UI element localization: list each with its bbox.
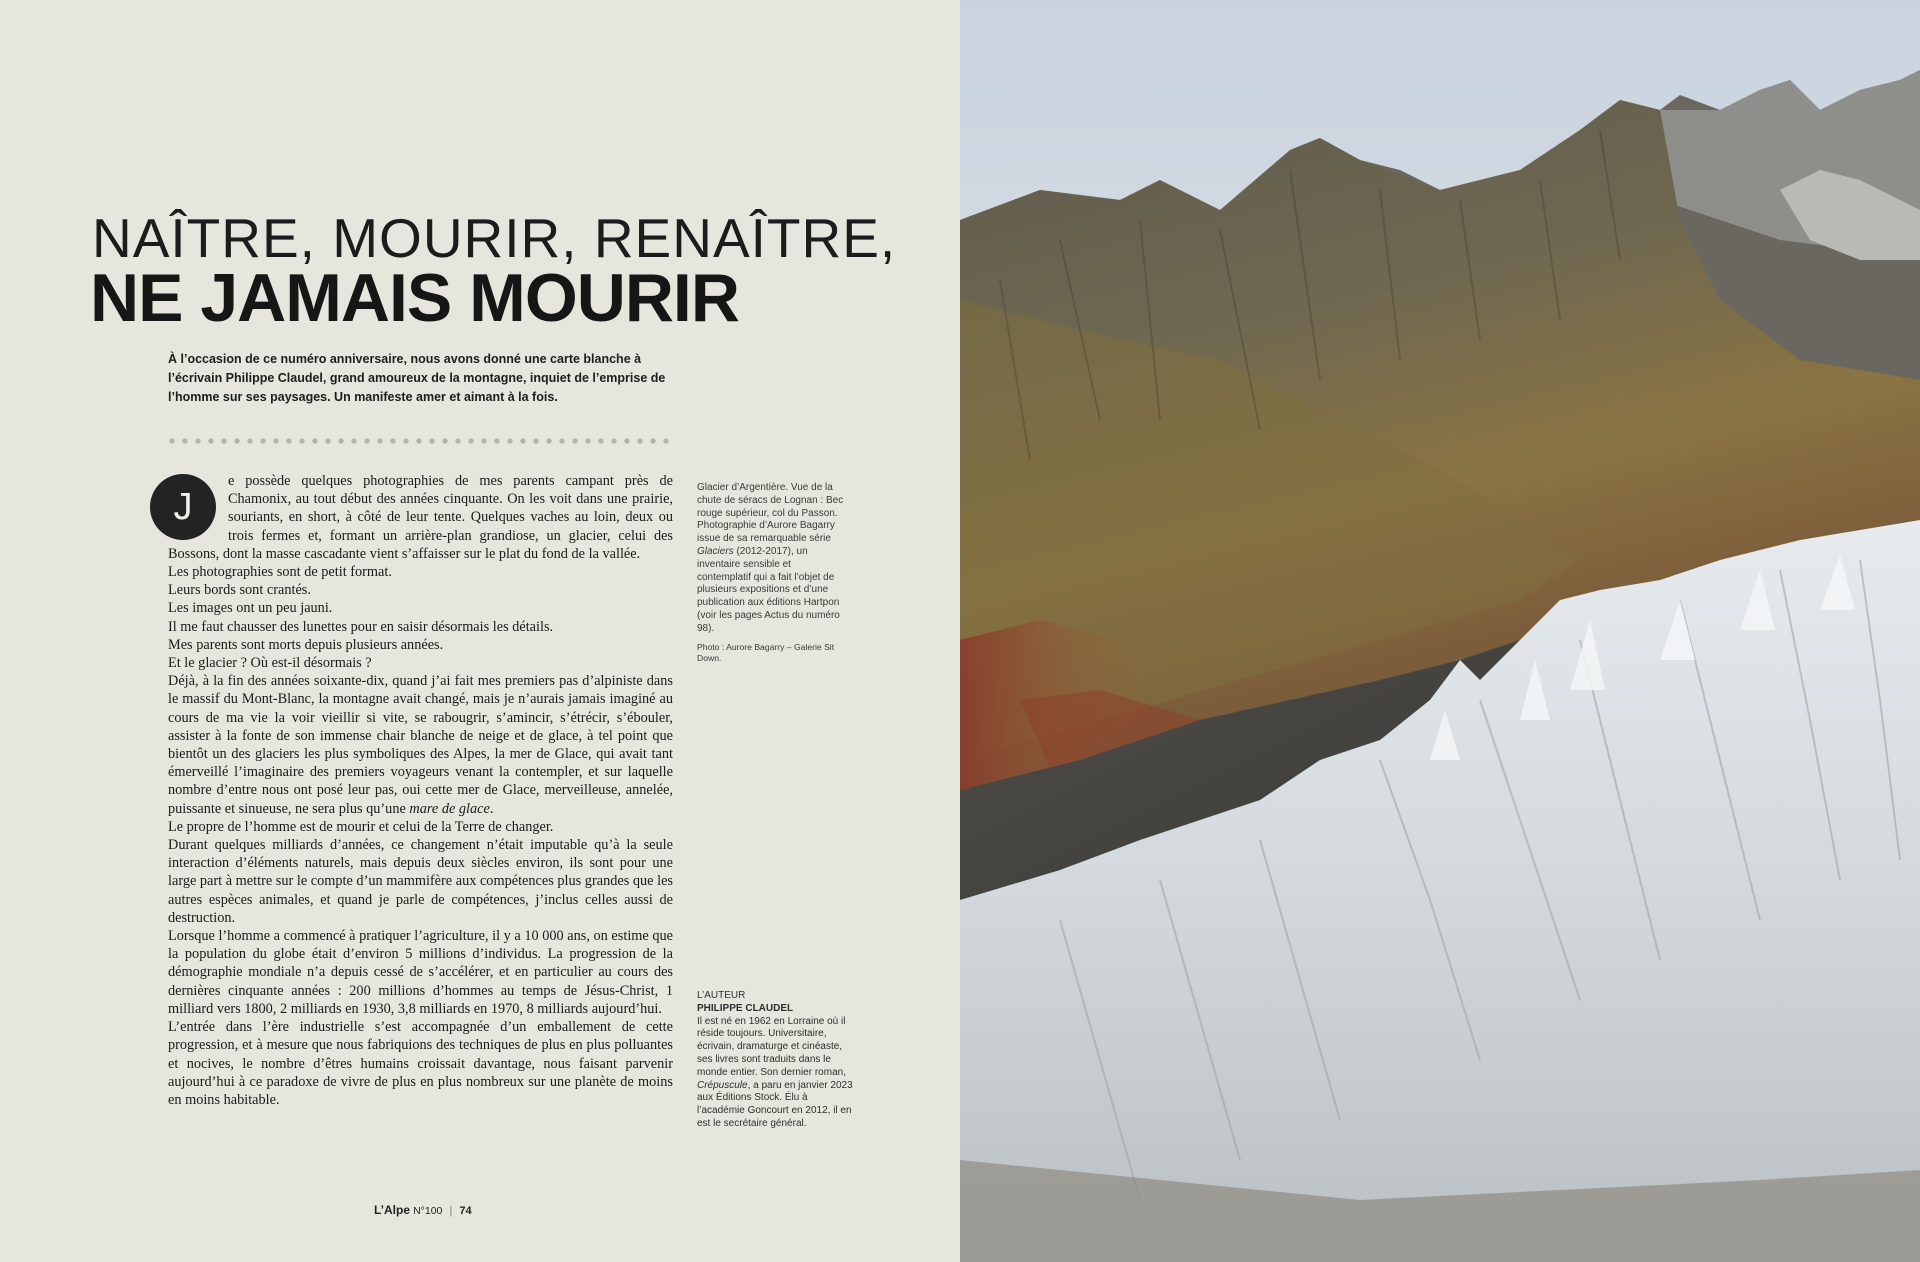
author-label: L’AUTEUR — [697, 990, 746, 1001]
body-paragraph: Leurs bords sont crantés. — [168, 582, 311, 599]
intro-paragraph: À l’occasion de ce numéro anniversaire, nous avons donné une carte blanche à l’écrivain Philippe Claudel, grand amoureux de la montagne, inquiet de l’emprise de l’homme sur ses paysages. Un manifeste amer et aimant à la fois. — [168, 352, 666, 404]
footer-separator: | — [449, 1205, 453, 1217]
body-paragraph: Lorsque l’homme a commencé à pratiquer l’agriculture, il y a 10 000 ans, on estime que la population du globe était d’environ 5 millions d’individus. La progression de la démographie mondiale n’a depuis cessé de s’accélérer, et en particulier au cours des dernières cinquante années : 200 millions d’hommes au temps de Jésus-Christ, 1 milliard vers 1800, 2 milliards en 1930, 3,8 milliards en 1970, 8 milliards aujourd’hui. — [168, 928, 673, 1017]
body-paragraph: Le propre de l’homme est de mourir et celui de la Terre de changer. — [168, 818, 554, 835]
body-paragraph: Et le glacier ? Où est-il désormais ? — [168, 655, 372, 672]
body-paragraph: Les images ont un peu jauni. — [168, 600, 333, 617]
body-paragraph: Il me faut chausser des lunettes pour en saisir désormais les détails. — [168, 618, 554, 635]
glacier-photo — [960, 0, 1920, 1262]
author-bio: Il est né en 1962 en Lorraine où il réside toujours. Universitaire, écrivain, dramaturge et cinéaste, ses livres sont traduits dans le monde entier. Son dernier roman, Crépuscule, a paru en janvier 2023 aux Éditions Stock. Élu à l’académie Goncourt en 2012, il en est le secrétaire général. — [697, 1015, 853, 1129]
body-paragraph: Déjà, à la fin des années soixante-dix, quand j’ai fait mes premiers pas d’alpiniste dans le massif du Mont-Blanc, la montagne avait changé, mais je n’aurais jamais imaginé au cours de ma vie la voir vieillir si vite, se rabougrir, s’amincir, s’étrécir, s’ébouler, assister à la fonte de son immense chair blanche de neige et de glace, à tel point que bientôt un des glaciers les plus symboliques des Alpes, la mer de Glace, qui avait tant émerveillé l’imaginaire des premiers voyageurs venant la contempler, et sur laquelle nombre d’entre nous ont posé leur pas, oui cette mer de Glace, merveilleuse, annelée, puissante et sinueuse, ne sera plus qu’une mare de glace. — [168, 673, 673, 817]
author-name: PHILIPPE CLAUDEL — [697, 1002, 794, 1014]
body-paragraph: Les photographies sont de petit format. — [168, 564, 392, 581]
title-line-2: NE JAMAIS MOURIR — [90, 260, 739, 336]
body-paragraph: Mes parents sont morts depuis plusieurs années. — [168, 636, 444, 653]
magazine-name: L’Alpe — [374, 1203, 411, 1217]
caption-text: Glacier d’Argentière. Vue de la chute de séracs de Lognan : Bec rouge supérieur, col du Passon. Photographie d’Aurore Bagarry issue de sa remarquable série Glaciers (2012-2017), un inventaire sensible et contemplatif qui a fait l’objet de plusieurs expositions et d’une publication aux éditions Hartpon (voir les pages Actus du numéro 98). — [697, 482, 844, 634]
body-paragraph: Durant quelques milliards d’années, ce changement n’était imputable qu’à la seule interaction d’éléments naturels, mais depuis deux siècles environ, ils sont pour une large part à mettre sur le compte d’un mammifère aux compétences plus grandes que les autres espèces animales, et quand je parle de compétences, j’inclus celles aussi de destruction. — [168, 837, 673, 926]
page-footer — [374, 1203, 472, 1217]
page-number: 74 — [459, 1205, 472, 1217]
author-box — [697, 990, 857, 1131]
dotted-separator — [168, 436, 678, 446]
drop-cap: J — [150, 474, 216, 540]
article-body — [168, 472, 673, 1109]
author-book: Crépuscule — [697, 1079, 748, 1091]
mountain-glacier-image — [960, 0, 1920, 1262]
body-paragraph: J e possède quelques photographies de mes parents campant près de Chamonix, au tout début des années cinquante. On les voit dans une prairie, souriants, en short, à côté de leur tente. Quelques vaches au loin, deux ou trois fermes et, formant un arrière-plan grandiose, un glacier, celui des Bossons, dont la masse cascadante vient s’affaisser sur le plat du fond de la vallée. — [168, 472, 673, 563]
issue-number: N°100 — [413, 1205, 443, 1217]
photo-caption — [697, 482, 847, 664]
title-line-1: NAÎTRE, MOURIR, RENAÎTRE, — [92, 207, 897, 269]
emphasis-mare-de-glace: mare de glace — [409, 800, 490, 817]
caption-series: Glaciers — [697, 545, 734, 557]
photo-credit: Photo : Aurore Bagarry – Galerie Sit Down. — [697, 641, 835, 663]
body-paragraph: L’entrée dans l’ère industrielle s’est accompagnée d’un emballement de cette progression, et à mesure que nous fabriquions des techniques de plus en plus polluantes et nocives, le nombre d’êtres humains croissait davantage, nous faisant parvenir aujourd’hui à ce paradoxe de vivre de plus en plus nombreux sur une planète de moins en moins habitable. — [168, 1019, 673, 1108]
